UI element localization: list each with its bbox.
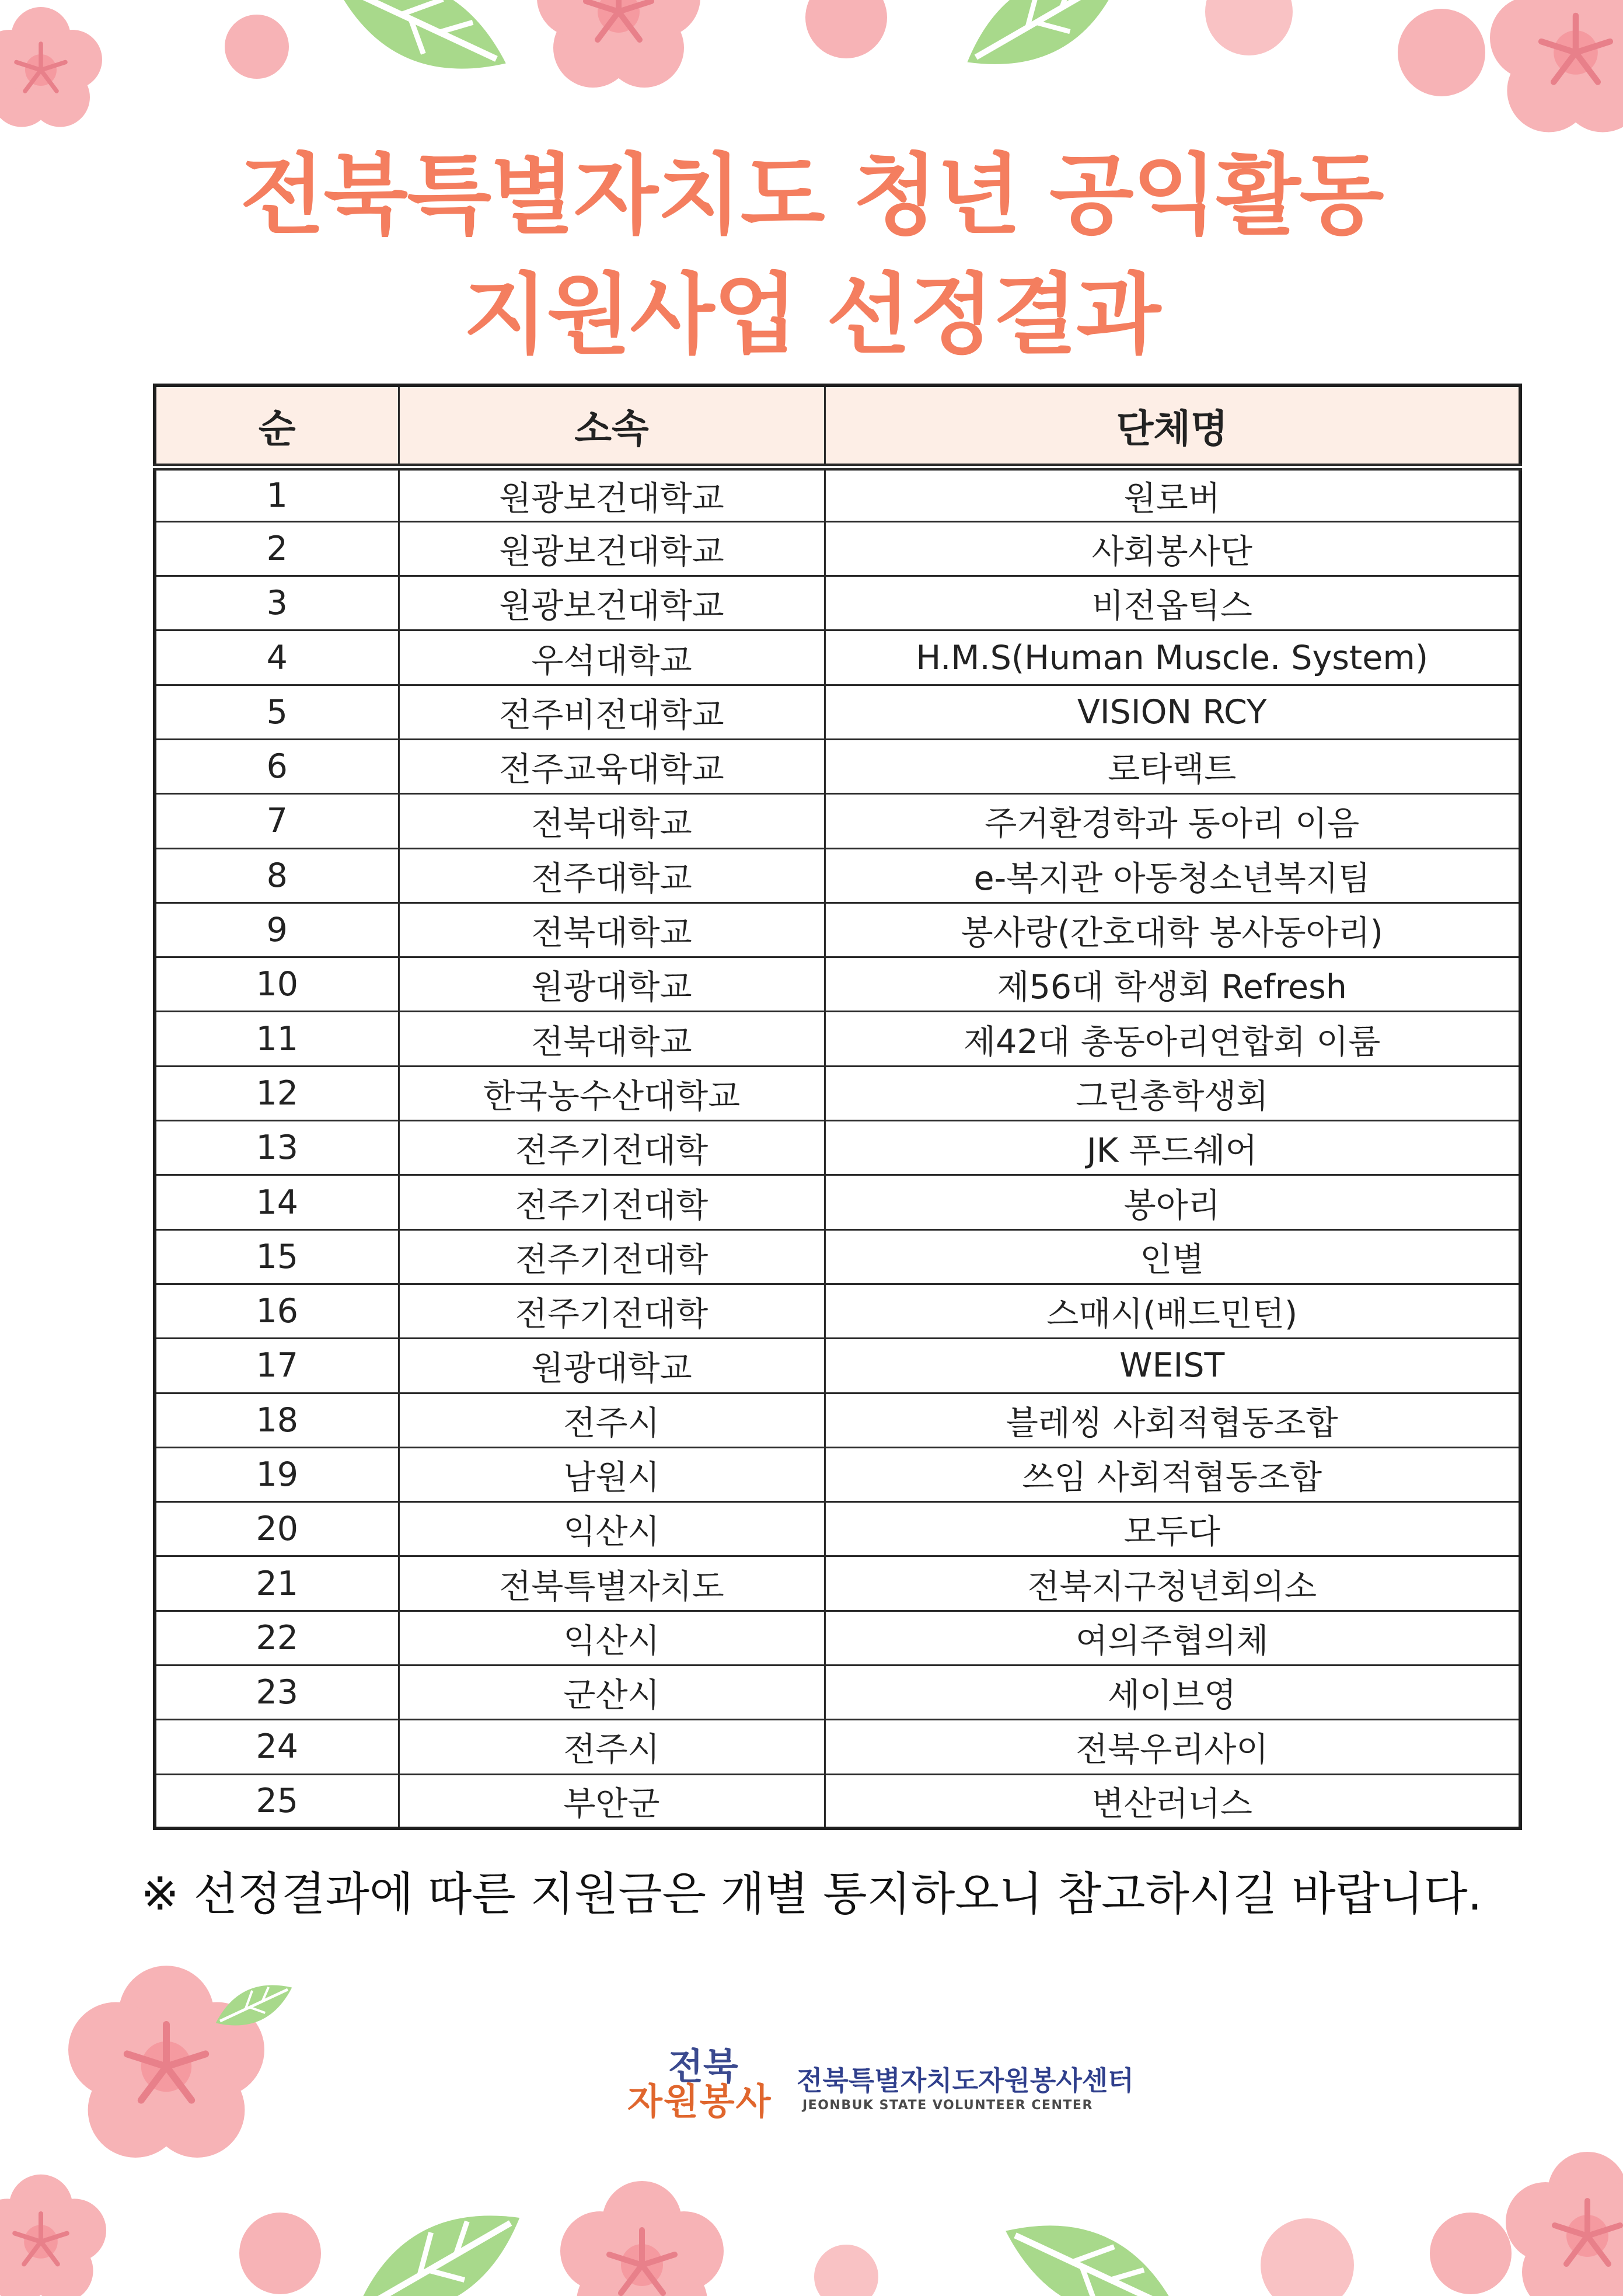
row-affiliation: 전주기전대학 — [399, 1284, 825, 1338]
logo-name-english: JEONBUK STATE VOLUNTEER CENTER — [802, 2098, 1093, 2113]
row-number: 22 — [155, 1611, 399, 1665]
column-header-group-name: 단체명 — [825, 385, 1520, 467]
table-header-row — [155, 385, 1520, 467]
row-affiliation: 원광보건대학교 — [399, 576, 825, 630]
row-number: 16 — [155, 1284, 399, 1338]
row-group-name: 로타랙트 — [825, 739, 1520, 793]
leaf-icon — [319, 0, 522, 97]
column-header-number: 순 — [155, 385, 399, 467]
row-affiliation: 전북대학교 — [399, 794, 825, 848]
table-row — [155, 1284, 1520, 1338]
row-group-name: 원로버 — [825, 467, 1520, 521]
row-number: 8 — [155, 848, 399, 903]
flower-icon — [0, 7, 102, 127]
row-affiliation: 원광보건대학교 — [399, 521, 825, 576]
row-group-name: 블레씽 사회적협동조합 — [825, 1393, 1520, 1447]
row-number: 20 — [155, 1502, 399, 1556]
leaf-icon — [990, 2197, 1193, 2296]
petal-dot — [1261, 2218, 1354, 2296]
flower-icon — [1506, 2152, 1623, 2296]
row-affiliation: 원광보건대학교 — [399, 467, 825, 521]
row-affiliation: 한국농수산대학교 — [399, 1066, 825, 1120]
row-affiliation: 전북특별자치도 — [399, 1556, 825, 1611]
row-number: 2 — [155, 521, 399, 576]
row-group-name: VISION RCY — [825, 685, 1520, 739]
row-number: 14 — [155, 1175, 399, 1229]
row-number: 4 — [155, 630, 399, 685]
petal-dot — [1398, 9, 1485, 96]
row-number: 17 — [155, 1339, 399, 1393]
table-row — [155, 1066, 1520, 1120]
row-number: 23 — [155, 1666, 399, 1720]
petal-dot — [1205, 0, 1293, 55]
row-number: 12 — [155, 1066, 399, 1120]
row-group-name: 모두다 — [825, 1502, 1520, 1556]
row-group-name: 제42대 총동아리연합회 이룸 — [825, 1012, 1520, 1066]
table-row — [155, 957, 1520, 1012]
row-group-name: 스매시(배드민턴) — [825, 1284, 1520, 1338]
row-group-name: 봉사랑(간호대학 봉사동아리) — [825, 903, 1520, 957]
row-number: 24 — [155, 1720, 399, 1774]
row-affiliation: 전주시 — [399, 1720, 825, 1774]
row-group-name: 제56대 학생회 Refresh — [825, 957, 1520, 1012]
row-affiliation: 전주기전대학 — [399, 1175, 825, 1229]
petal-dot — [805, 0, 887, 58]
table-row — [155, 521, 1520, 576]
column-header-affiliation: 소속 — [399, 385, 825, 467]
table-row — [155, 1229, 1520, 1284]
row-number: 9 — [155, 903, 399, 957]
table-row — [155, 1556, 1520, 1611]
table-row — [155, 1121, 1520, 1175]
row-number: 11 — [155, 1012, 399, 1066]
row-affiliation: 익산시 — [399, 1611, 825, 1665]
logo-mark-line-1: 전북 — [668, 2045, 738, 2088]
row-number: 3 — [155, 576, 399, 630]
table-row — [155, 1012, 1520, 1066]
row-number: 19 — [155, 1447, 399, 1501]
leaf-icon — [337, 2186, 538, 2296]
petal-dot — [1430, 2213, 1512, 2294]
logo-mark — [627, 2037, 779, 2125]
row-group-name: e-복지관 아동청소년복지팀 — [825, 848, 1520, 903]
row-affiliation: 전주교육대학교 — [399, 739, 825, 793]
flower-icon — [537, 0, 700, 88]
row-group-name: 변산러너스 — [825, 1774, 1520, 1828]
row-affiliation: 전주비전대학교 — [399, 685, 825, 739]
row-number: 21 — [155, 1556, 399, 1611]
table-row — [155, 630, 1520, 685]
leaf-icon — [950, 0, 1140, 92]
row-affiliation: 전주시 — [399, 1393, 825, 1447]
flower-icon — [1490, 0, 1623, 132]
row-number: 13 — [155, 1121, 399, 1175]
row-group-name: 비전옵틱스 — [825, 576, 1520, 630]
leaf-icon — [209, 1973, 299, 2038]
row-affiliation: 전주대학교 — [399, 848, 825, 903]
table-row — [155, 1447, 1520, 1501]
table-row — [155, 1720, 1520, 1774]
flower-icon — [68, 1966, 264, 2158]
logo-name-korean: 전북특별자치도자원봉사센터 — [797, 2065, 1134, 2096]
table-row — [155, 1339, 1520, 1393]
table-row — [155, 1666, 1520, 1720]
row-group-name: 여의주협의체 — [825, 1611, 1520, 1665]
flower-icon — [560, 2181, 724, 2296]
row-affiliation: 전주기전대학 — [399, 1121, 825, 1175]
row-affiliation: 전북대학교 — [399, 903, 825, 957]
table-row — [155, 794, 1520, 848]
row-group-name: 봉아리 — [825, 1175, 1520, 1229]
row-number: 25 — [155, 1774, 399, 1828]
row-group-name: JK 푸드쉐어 — [825, 1121, 1520, 1175]
row-affiliation: 전주기전대학 — [399, 1229, 825, 1284]
row-group-name: 세이브영 — [825, 1666, 1520, 1720]
logo-mark-line-2: 자원봉사 — [627, 2080, 772, 2123]
petal-dot — [239, 2213, 321, 2294]
row-affiliation: 우석대학교 — [399, 630, 825, 685]
row-affiliation: 익산시 — [399, 1502, 825, 1556]
row-group-name: 주거환경학과 동아리 이음 — [825, 794, 1520, 848]
table-row — [155, 1774, 1520, 1828]
row-affiliation: 부안군 — [399, 1774, 825, 1828]
row-affiliation: 전북대학교 — [399, 1012, 825, 1066]
row-number: 18 — [155, 1393, 399, 1447]
flower-icon — [0, 2175, 106, 2296]
row-group-name: H.M.S(Human Muscle. System) — [825, 630, 1520, 685]
row-affiliation: 원광대학교 — [399, 1339, 825, 1393]
volunteer-center-logo — [627, 2037, 1134, 2125]
row-number: 10 — [155, 957, 399, 1012]
row-affiliation: 원광대학교 — [399, 957, 825, 1012]
table-row — [155, 685, 1520, 739]
row-group-name: 쓰임 사회적협동조합 — [825, 1447, 1520, 1501]
row-number: 5 — [155, 685, 399, 739]
table-row — [155, 903, 1520, 957]
row-group-name: WEIST — [825, 1339, 1520, 1393]
row-affiliation: 군산시 — [399, 1666, 825, 1720]
row-group-name: 인별 — [825, 1229, 1520, 1284]
row-group-name: 사회봉사단 — [825, 521, 1520, 576]
row-group-name: 전북우리사이 — [825, 1720, 1520, 1774]
row-number: 6 — [155, 739, 399, 793]
table-row — [155, 576, 1520, 630]
table-row — [155, 1175, 1520, 1229]
petal-dot — [814, 2245, 878, 2296]
row-number: 7 — [155, 794, 399, 848]
row-number: 15 — [155, 1229, 399, 1284]
row-affiliation: 남원시 — [399, 1447, 825, 1501]
table-row — [155, 1393, 1520, 1447]
petal-dot — [225, 15, 289, 79]
table-row — [155, 1611, 1520, 1665]
page-title-line-2: 지원사업 선정결과 — [463, 264, 1160, 366]
table-row — [155, 848, 1520, 903]
table-row — [155, 739, 1520, 793]
row-number: 1 — [155, 467, 399, 521]
page-title-line-1: 전북특별자치도 청년 공익활동 — [240, 145, 1383, 246]
notice-text: ※ 선정결과에 따른 지원금은 개별 통지하오니 참고하시길 바랍니다. — [141, 1868, 1482, 1921]
table-row — [155, 1502, 1520, 1556]
table-row — [155, 467, 1520, 521]
row-group-name: 그린총학생회 — [825, 1066, 1520, 1120]
selection-results-table — [153, 384, 1522, 1830]
row-group-name: 전북지구청년회의소 — [825, 1556, 1520, 1611]
